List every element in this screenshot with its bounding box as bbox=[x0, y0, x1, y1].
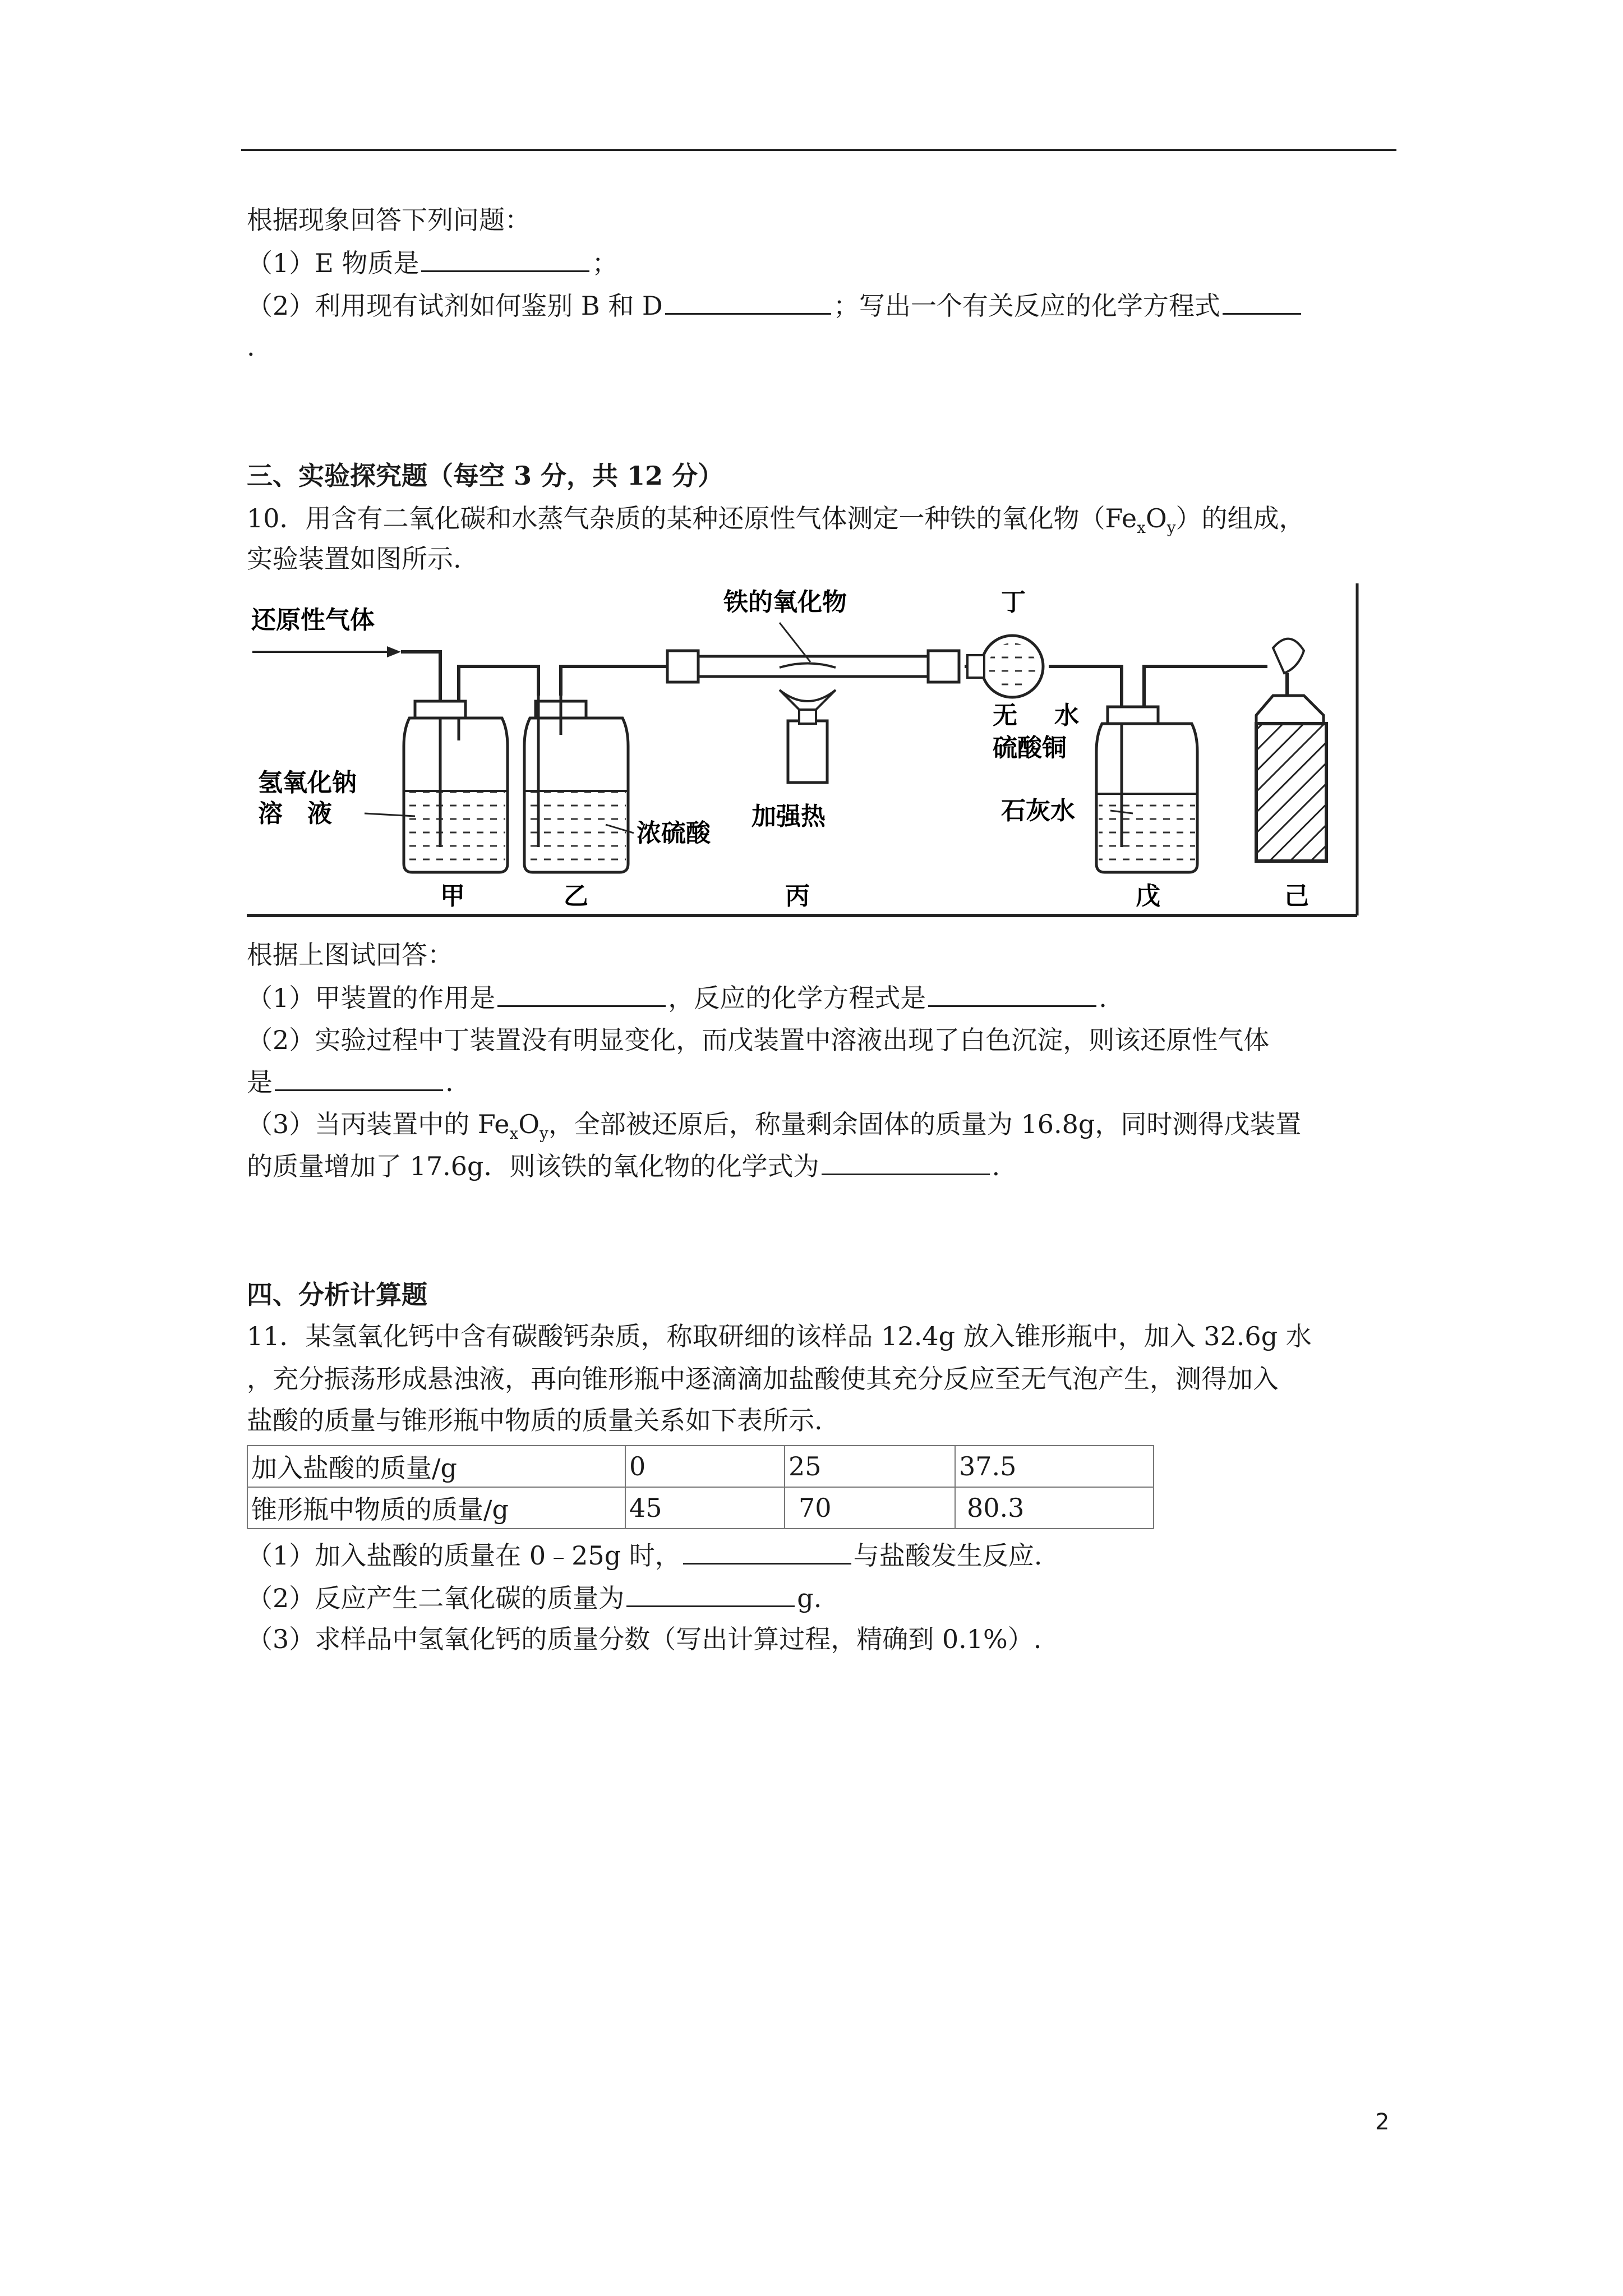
drying-bulb-ding bbox=[967, 636, 1043, 697]
table-cell: 25 bbox=[785, 1446, 955, 1487]
q10-stem-line2: 实验装置如图所示. bbox=[247, 544, 462, 574]
q11-stem-line3: 盐酸的质量与锥形瓶中物质的质量关系如下表所示. bbox=[247, 1405, 823, 1435]
bottle-yi bbox=[524, 696, 628, 872]
q11-part2: （2）反应产生二氧化碳的质量为 g. bbox=[247, 1581, 822, 1615]
label-wu: 戊 bbox=[1136, 882, 1160, 910]
q10-part3-line1: （3）当丙装置中的 $Fe_xO_y$，全部被还原后，称量剩余固体的质量为 16.8g，同时测得戊装置 bbox=[247, 1109, 1302, 1143]
page-number: 2 bbox=[1375, 2109, 1390, 2135]
section3-title: 三、实验探究题（每空 3 分，共 12 分） bbox=[247, 461, 724, 491]
q11-stem-line2: ，充分振荡形成悬浊液，再向锥形瓶中逐滴滴加盐酸使其充分反应至无气泡产生，测得加入 bbox=[247, 1364, 1279, 1394]
q10-part1: （1）甲装置的作用是 ，反应的化学方程式是 . bbox=[247, 981, 1107, 1015]
answer-blank[interactable] bbox=[275, 1065, 443, 1091]
q11-stem-line1: 11．某氢氧化钙中含有碳酸钙杂质，称取研细的该样品 12.4g 放入锥形瓶中，加入 32.6g 水 bbox=[247, 1321, 1312, 1351]
table-cell: 加入盐酸的质量/g bbox=[247, 1446, 625, 1487]
label-anhydrous-1: 无 bbox=[993, 701, 1017, 730]
bottle-jia bbox=[404, 701, 508, 872]
answer-blank[interactable] bbox=[822, 1149, 990, 1175]
q11-part1: （1）加入盐酸的质量在 0﹣25g 时， 与盐酸发生反应. bbox=[247, 1538, 1042, 1572]
combustion-tube-bing bbox=[667, 651, 959, 682]
label-iron-oxide: 铁的氧化物 bbox=[723, 588, 847, 616]
q11-part3: （3）求样品中氢氧化钙的质量分数（写出计算过程，精确到 0.1%）. bbox=[247, 1624, 1042, 1654]
label-copper-sulfate: 硫酸铜 bbox=[993, 734, 1067, 762]
answer-blank[interactable] bbox=[626, 1581, 795, 1607]
label-bing: 丙 bbox=[785, 882, 810, 910]
answer-blank[interactable] bbox=[421, 246, 589, 272]
q10-part2-line2: 是 . bbox=[247, 1065, 454, 1099]
label-yi: 乙 bbox=[564, 882, 588, 910]
apparatus-figure bbox=[247, 583, 1360, 920]
answer-blank[interactable] bbox=[1223, 288, 1301, 315]
q10-stem-line1: 10．用含有二氧化碳和水蒸气杂质的某种还原性气体测定一种铁的氧化物$(Fe_xO_y)$的组成， bbox=[247, 503, 1305, 537]
table-cell: 0 bbox=[625, 1446, 785, 1487]
label-ding: 丁 bbox=[1001, 588, 1026, 616]
table-row bbox=[247, 1446, 1154, 1487]
section4-title: 四、分析计算题 bbox=[247, 1280, 427, 1310]
burner bbox=[780, 690, 836, 783]
label-reducing-gas: 还原性气体 bbox=[251, 606, 375, 634]
table-cell: 锥形瓶中物质的质量/g bbox=[247, 1487, 625, 1529]
answer-blank[interactable] bbox=[928, 981, 1096, 1007]
label-conc-h2so4: 浓硫酸 bbox=[637, 819, 711, 848]
answer-blank[interactable] bbox=[683, 1538, 851, 1565]
answer-blank[interactable] bbox=[665, 288, 831, 315]
table-row bbox=[247, 1487, 1154, 1529]
data-table bbox=[247, 1445, 1154, 1529]
label-anhydrous-2: 水 bbox=[1054, 701, 1079, 730]
bottle-wu bbox=[1096, 707, 1197, 872]
table-cell: 37.5 bbox=[955, 1446, 1154, 1487]
q9-part1: （1）E 物质是 ； bbox=[247, 246, 617, 280]
label-limewater: 石灰水 bbox=[1001, 797, 1075, 825]
table-cell: 45 bbox=[625, 1487, 785, 1529]
alcohol-lamp-ji bbox=[1256, 639, 1326, 861]
label-jia: 甲 bbox=[440, 882, 465, 910]
q9-period: . bbox=[247, 332, 255, 362]
label-naoh: 氢氧化钠 bbox=[258, 769, 357, 797]
label-ji: 己 bbox=[1284, 882, 1309, 910]
table-cell: 80.3 bbox=[955, 1487, 1154, 1529]
answer-intro: 根据上图试回答： bbox=[247, 940, 453, 970]
q10-part3-line2: 的质量增加了 17.6g．则该铁的氧化物的化学式为 . bbox=[247, 1149, 1000, 1183]
header-rule bbox=[241, 149, 1396, 151]
answer-blank[interactable] bbox=[497, 981, 666, 1007]
q9-part2: （2）利用现有试剂如何鉴别 B 和 D ；写出一个有关反应的化学方程式 bbox=[247, 288, 1303, 323]
table-cell: 70 bbox=[785, 1487, 955, 1529]
label-solution: 溶 液 bbox=[258, 799, 332, 828]
label-strong-heat: 加强热 bbox=[751, 802, 826, 831]
q10-part2-line1: （2）实验过程中丁装置没有明显变化，而戊装置中溶液出现了白色沉淀，则该还原性气体 bbox=[247, 1025, 1270, 1055]
intro-text: 根据现象回答下列问题： bbox=[247, 205, 531, 235]
